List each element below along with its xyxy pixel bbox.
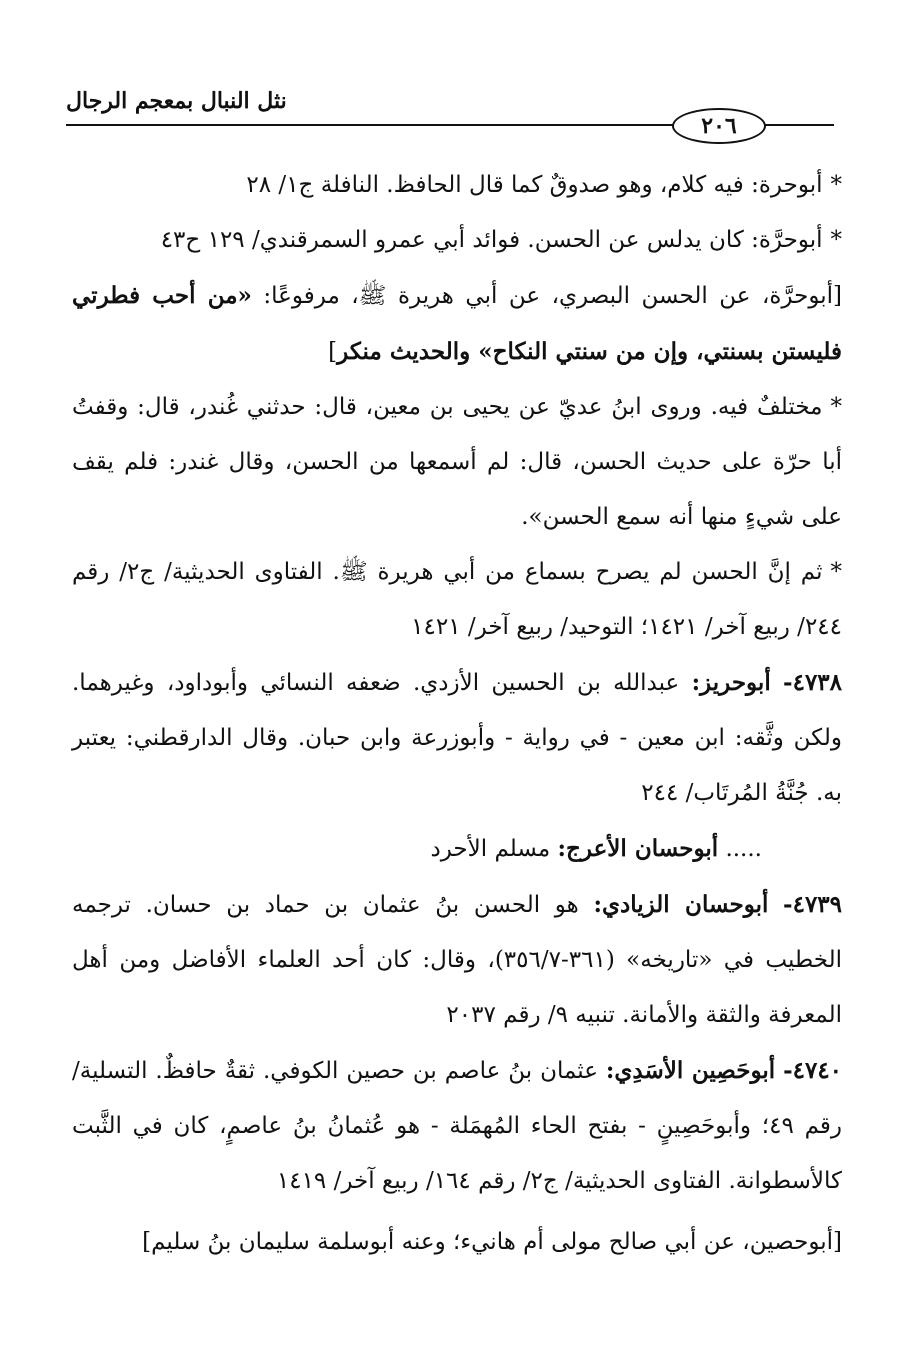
entry-number: ٤٧٤٠-: [783, 1057, 843, 1084]
star-bullet: *: [830, 227, 842, 253]
entry-name: أبوحَصِين الأسَدِي:: [605, 1057, 776, 1084]
entry-cross-reference: [72, 821, 842, 877]
bracket-close: ]: [142, 1229, 152, 1255]
entry-4738: [72, 655, 842, 821]
entry-number: ٤٧٣٩-: [783, 891, 843, 918]
entry-4739: [72, 877, 842, 1043]
page-body: [72, 158, 842, 1270]
entry-text: هو الحسن بنُ عثمان بن حماد بن حسان. ترجمه الخطيب في «تاريخه» (٣٦١-٣٥٦/٧)، وقال: كان أحد العلماء الأفاضل ومن أهل المعرفة والثقة والأمانة. تنبيه ٩/ رقم ٢٠٣٧: [72, 892, 842, 1028]
entry-name: أبوحريز:: [691, 669, 771, 696]
running-header-title: نثل النبال بمعجم الرجال: [66, 88, 287, 114]
entry-text: مختلفٌ فيه. وروى ابنُ عديّ عن يحيى بن معين، قال: حدثني غُندر، قال: وقفتُ أبا حرّة على حديث الحسن، قال: لم أسمعها من الحسن، وقال غندر: فلم يقف على شيءٍ منها أنه سمع الحسن».: [72, 394, 842, 530]
entry-number: ٤٧٣٨-: [783, 669, 843, 696]
entry-name: أبوحسان الأعرج:: [557, 835, 719, 862]
entry-text: عثمان بنُ عاصم بن حصين الكوفي. ثقةٌ حافظٌ. التسلية/ رقم ٤٩؛ وأبوحَصِينٍ - بفتح الحاء المُهمَلة - هو عُثمانُ بنُ عاصمٍ، كان في الثَّبت كالأسطوانة. الفتاوى الحديثية/ ج٢/ رقم ١٦٤/ ربيع آخر/ ١٤١٩: [72, 1058, 842, 1194]
entry-text: أبوحصين، عن أبي صالح مولى أم هانيء؛ وعنه أبوسلمة سليمان بنُ سليم: [151, 1229, 834, 1255]
entry-text: مسلم الأحرد: [430, 836, 551, 862]
bracketed-hadith: [72, 268, 842, 380]
star-bullet: *: [830, 559, 842, 585]
entry-text: ثم إنَّ الحسن لم يصرح بسماع من أبي هريرة ﷺ. الفتاوى الحديثية/ ج٢/ رقم ٢٤٤/ ربيع آخر/ ١٤٢١؛ التوحيد/ ربيع آخر/ ١٤٢١: [72, 559, 842, 640]
entry-note-1: [72, 158, 842, 213]
entry-4740: [72, 1043, 842, 1209]
star-bullet: *: [830, 172, 842, 198]
entry-note-2: [72, 213, 842, 268]
entry-note-4: [72, 545, 842, 655]
bracket-open: [: [833, 283, 842, 309]
entry-text: عبدالله بن الحسين الأزدي. ضعفه النسائي وأبوداود، وغيرهما. ولكن وثَّقه: ابن معين - في رواية - وأبوزرعة وابن حبان. وقال الدارقطني: يعتبر به. جُنَّةُ المُرتَاب/ ٢٤٤: [72, 670, 842, 806]
entry-name: أبوحسان الزيادي:: [593, 891, 769, 918]
hadith-quote: «من أحب فطرتي فليستن بسنتي، وإن من سنتي النكاح» والحديث منكر: [72, 282, 842, 365]
entry-text: أبوحرة: فيه كلام، وهو صدوقٌ كما قال الحافظ. النافلة ج١/ ٢٨: [246, 172, 823, 198]
bracketed-note: [72, 1215, 842, 1270]
bracket-close: ]: [328, 339, 338, 365]
entry-text: أبوحرَّة: كان يدلس عن الحسن. فوائد أبي عمرو السمرقندي/ ١٢٩ ح٤٣: [160, 227, 823, 253]
ellipsis-dots: .....: [725, 836, 762, 862]
entry-note-3: [72, 380, 842, 545]
star-bullet: *: [830, 394, 842, 420]
bracket-open: [: [833, 1229, 842, 1255]
page-number: ٢٠٦: [672, 108, 766, 144]
entry-text: أبوحرَّة، عن الحسن البصري، عن أبي هريرة ﷺ، مرفوعًا:: [263, 283, 834, 309]
